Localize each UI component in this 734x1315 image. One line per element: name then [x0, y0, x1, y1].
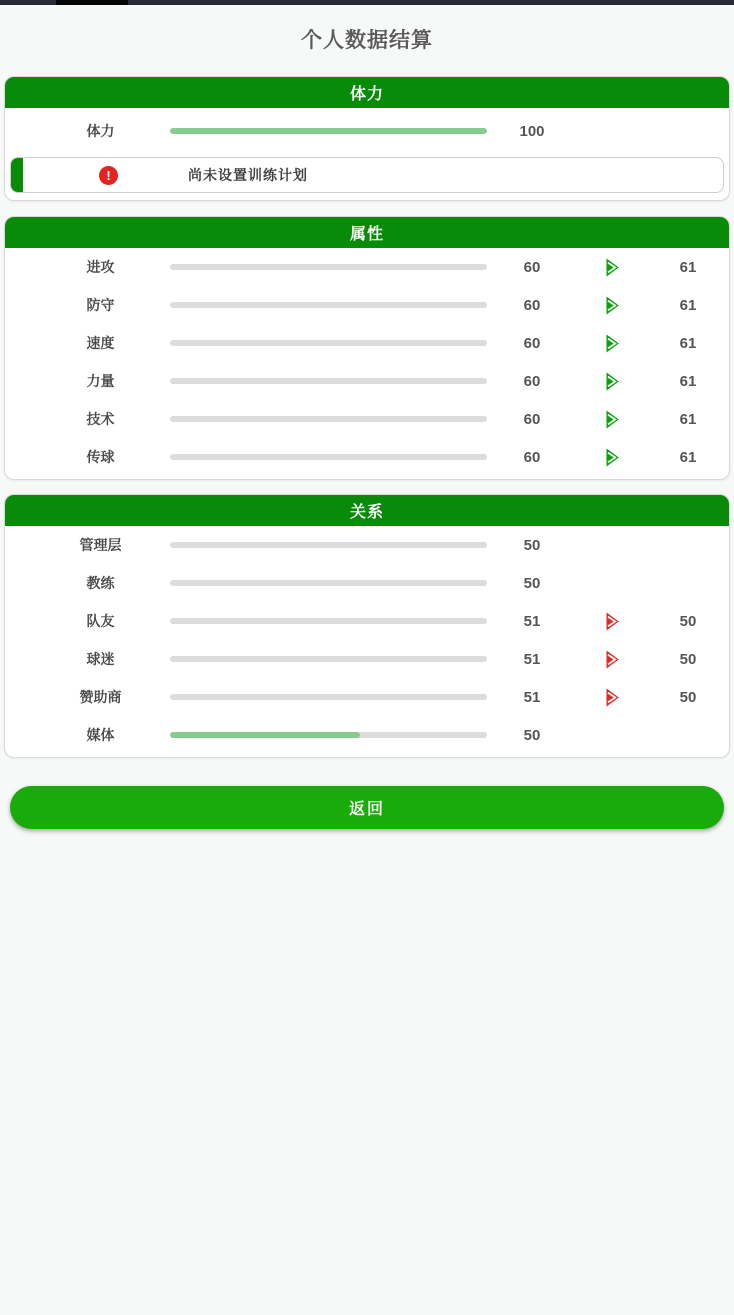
stat-new-value: 50 [679, 688, 697, 706]
relations-card [4, 494, 730, 758]
stat-row-strength [5, 362, 729, 400]
stat-label: 球迷 [86, 651, 115, 667]
bar-track [170, 264, 487, 270]
page-title: 个人数据结算 [301, 29, 433, 52]
stat-label: 媒体 [86, 727, 115, 743]
trend-up-icon [577, 372, 647, 391]
stat-old-value: 60 [523, 372, 541, 390]
stat-label: 管理层 [79, 537, 122, 553]
stat-row-attack [5, 248, 729, 286]
bar-track [170, 732, 487, 738]
stat-old-value: 60 [523, 296, 541, 314]
stat-new-value: 61 [679, 448, 697, 466]
stat-old-value: 60 [523, 410, 541, 428]
stat-bar [170, 542, 487, 548]
bar-track [170, 656, 487, 662]
stat-new-value: 61 [679, 410, 697, 428]
trend-up-icon [577, 334, 647, 353]
stat-label: 技术 [86, 411, 115, 427]
stat-row-media [5, 716, 729, 754]
stat-row-technique [5, 400, 729, 438]
stat-row-teammates [5, 602, 729, 640]
bar-track [170, 416, 487, 422]
stat-value: 50 [523, 574, 541, 592]
relations-header: 关系 [5, 495, 729, 526]
stat-label: 教练 [86, 575, 115, 591]
stat-bar [170, 302, 487, 308]
stat-row-management [5, 526, 729, 564]
stat-value: 50 [523, 536, 541, 554]
stat-row-coach [5, 564, 729, 602]
stat-label: 力量 [86, 373, 115, 389]
stat-bar [170, 264, 487, 270]
stat-bar [170, 416, 487, 422]
stat-label: 进攻 [86, 259, 115, 275]
stat-bar [170, 656, 487, 662]
exclamation-icon: ! [99, 166, 118, 185]
training-plan-notice [10, 157, 724, 193]
stat-old-value: 60 [523, 258, 541, 276]
stat-bar [170, 378, 487, 384]
bar-fill [170, 128, 487, 134]
attributes-header: 属性 [5, 217, 729, 248]
stat-old-value: 60 [523, 448, 541, 466]
stat-old-value: 51 [523, 688, 541, 706]
stat-row-defense [5, 286, 729, 324]
trend-up-icon [577, 448, 647, 467]
trend-up-icon [577, 296, 647, 315]
stamina-row [5, 108, 729, 154]
stat-label: 传球 [86, 449, 115, 465]
stat-value: 100 [519, 122, 545, 140]
trend-down-icon [577, 650, 647, 669]
bar-fill [170, 732, 360, 738]
stat-bar [170, 128, 487, 134]
bar-track [170, 542, 487, 548]
stat-new-value: 61 [679, 334, 697, 352]
stat-new-value: 61 [679, 372, 697, 390]
stamina-card [4, 76, 730, 201]
bar-track [170, 378, 487, 384]
trend-up-icon [577, 258, 647, 277]
stamina-header: 体力 [5, 77, 729, 108]
stat-new-value: 50 [679, 612, 697, 630]
stat-old-value: 60 [523, 334, 541, 352]
stat-old-value: 51 [523, 612, 541, 630]
bar-track [170, 580, 487, 586]
stat-label: 队友 [86, 613, 115, 629]
notice-accent-bar [11, 158, 23, 192]
bar-track [170, 128, 487, 134]
stat-label: 赞助商 [79, 689, 122, 705]
stat-bar [170, 694, 487, 700]
stat-row-fans [5, 640, 729, 678]
attributes-card [4, 216, 730, 480]
stat-label: 防守 [86, 297, 115, 313]
stat-bar [170, 580, 487, 586]
stat-bar [170, 618, 487, 624]
trend-down-icon [577, 688, 647, 707]
bar-track [170, 454, 487, 460]
bar-track [170, 618, 487, 624]
stat-bar [170, 454, 487, 460]
back-button[interactable]: 返回 [10, 786, 724, 829]
bar-track [170, 340, 487, 346]
trend-down-icon [577, 612, 647, 631]
stat-row-speed [5, 324, 729, 362]
stat-bar [170, 340, 487, 346]
bar-track [170, 694, 487, 700]
notice-text: 尚未设置训练计划 [188, 167, 308, 183]
stat-value: 50 [523, 726, 541, 744]
status-bar-notch [56, 0, 128, 5]
trend-up-icon [577, 410, 647, 429]
status-bar [0, 0, 734, 5]
stat-row-sponsors [5, 678, 729, 716]
stat-label: 体力 [86, 123, 115, 139]
stat-bar [170, 732, 487, 738]
stat-label: 速度 [86, 335, 115, 351]
stat-old-value: 51 [523, 650, 541, 668]
stat-new-value: 50 [679, 650, 697, 668]
stat-new-value: 61 [679, 258, 697, 276]
stat-new-value: 61 [679, 296, 697, 314]
stat-row-passing [5, 438, 729, 476]
bar-track [170, 302, 487, 308]
